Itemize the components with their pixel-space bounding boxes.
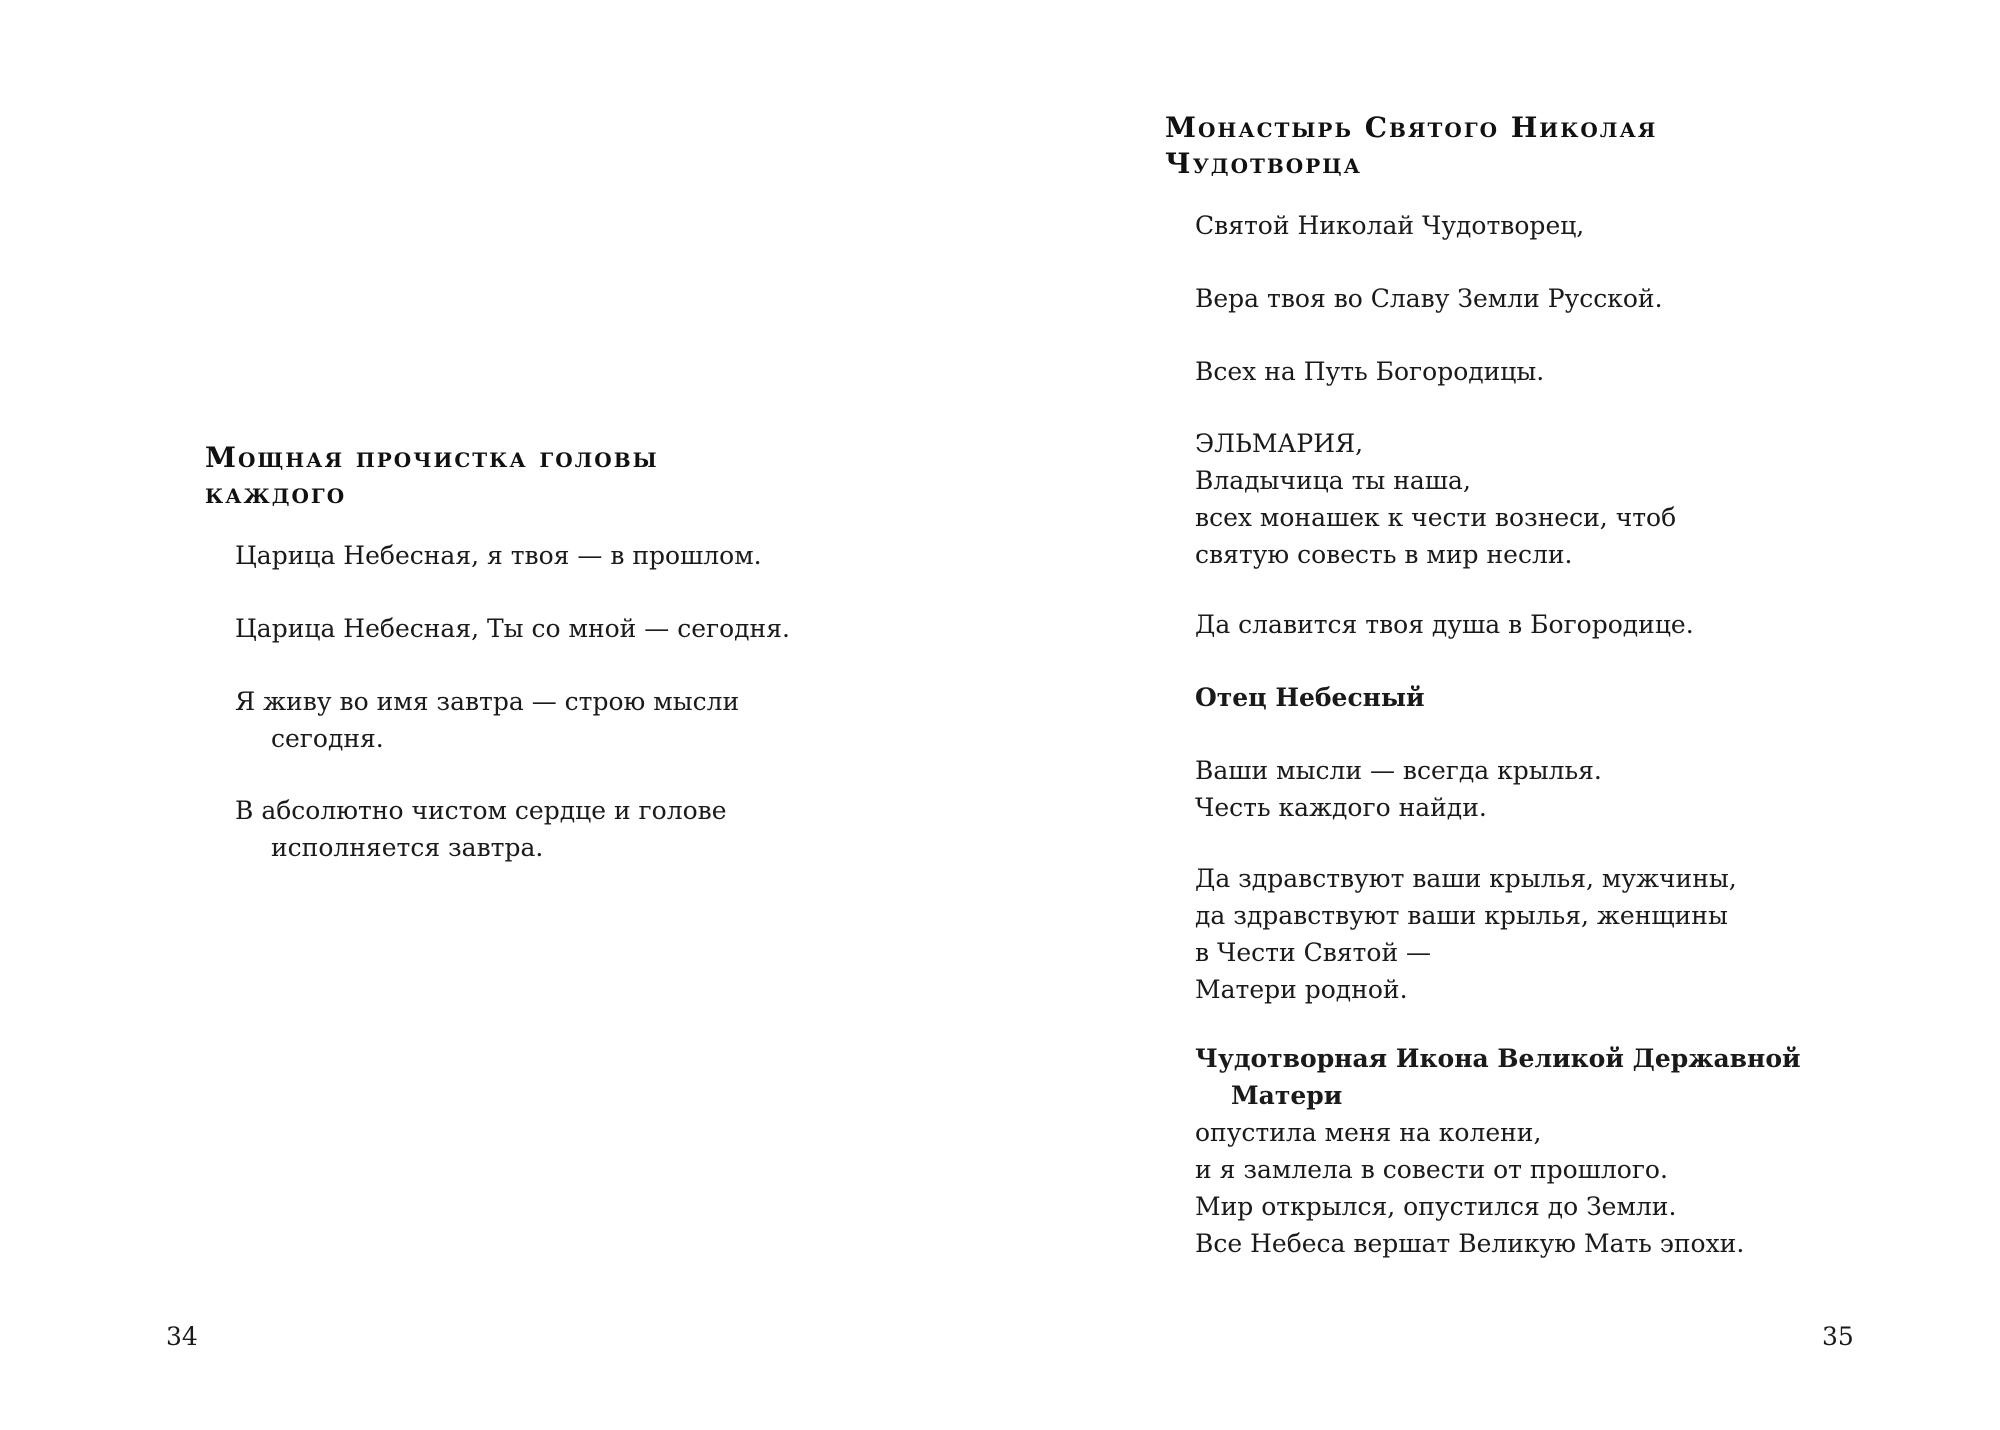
left-poem-stanza-2: [235, 610, 790, 647]
left-poem-stanza-4: [235, 792, 727, 866]
poem-line: Ваши мысли — всегда крылья.: [1195, 756, 1602, 785]
poem-line: Мир открылся, опустился до Земли.: [1195, 1192, 1677, 1221]
right-poem-stanza-1: [1195, 207, 1584, 244]
poem-line: Я живу во имя завтра — строю мысли: [235, 687, 740, 716]
right-poem-stanza-2: [1195, 280, 1663, 317]
poem-line: Вера твоя во Славу Земли Русской.: [1195, 284, 1663, 313]
right-poem-stanza-8: [1195, 860, 1737, 1008]
poem-line: Честь каждого найди.: [1195, 793, 1487, 822]
poem-line: ЭЛЬМАРИЯ,: [1195, 429, 1364, 458]
poem-line: и я замлела в совести от прошлого.: [1195, 1155, 1668, 1184]
poem-line: Матери: [1231, 1081, 1343, 1110]
poem-line: В абсолютно чистом сердце и голове: [235, 796, 727, 825]
poem-line: святую совесть в мир несли.: [1195, 540, 1573, 569]
poem-line: Царица Небесная, Ты со мной — сегодня.: [235, 614, 790, 643]
title-line: Чудотворца: [1165, 147, 1362, 180]
poem-line: Владычица ты наша,: [1195, 466, 1471, 495]
left-poem-stanza-1: [235, 537, 762, 574]
right-poem-stanza-7: [1195, 752, 1602, 826]
poem-line: Да славится твоя душа в Богородице.: [1195, 610, 1694, 639]
right-page-title: [1165, 110, 1657, 182]
left-poem-stanza-3: [235, 683, 739, 757]
poem-line: Царица Небесная, я твоя — в прошлом.: [235, 541, 762, 570]
poem-line: Да здравствуют ваши крылья, мужчины,: [1195, 864, 1737, 893]
poem-line: Отец Небесный: [1195, 683, 1425, 712]
poem-line: опустила меня на колени,: [1195, 1118, 1542, 1147]
right-poem-stanza-5: [1195, 606, 1694, 643]
poem-line: да здравствуют ваши крылья, женщины: [1195, 901, 1728, 930]
right-page: [1000, 0, 2000, 1430]
title-line: Мощная прочистка головы: [205, 441, 659, 474]
poem-line: Все Небеса вершат Великую Мать эпохи.: [1195, 1229, 1745, 1258]
right-poem-stanza-3: [1195, 353, 1544, 390]
poem-line: сегодня.: [271, 724, 384, 753]
title-line: Монастырь Святого Николая: [1165, 111, 1658, 144]
right-poem-stanza-9: [1195, 1040, 1801, 1262]
page-number-right: 35: [1822, 1322, 1854, 1351]
poem-line: исполняется завтра.: [271, 833, 544, 862]
poem-line: Святой Николай Чудотворец,: [1195, 211, 1585, 240]
title-line: каждого: [205, 477, 347, 510]
poem-line: всех монашек к чести вознеси, чтоб: [1195, 503, 1677, 532]
poem-line: Всех на Путь Богородицы.: [1195, 357, 1545, 386]
poem-line: в Чести Святой —: [1195, 938, 1432, 967]
right-poem-heading-otets: [1195, 679, 1425, 716]
poem-line: Чудотворная Икона Великой Державной: [1195, 1044, 1801, 1073]
poem-line: Матери родной.: [1195, 975, 1408, 1004]
right-poem-stanza-4: [1195, 425, 1676, 573]
left-page-title: [205, 440, 659, 512]
page-number-left: 34: [166, 1322, 198, 1351]
